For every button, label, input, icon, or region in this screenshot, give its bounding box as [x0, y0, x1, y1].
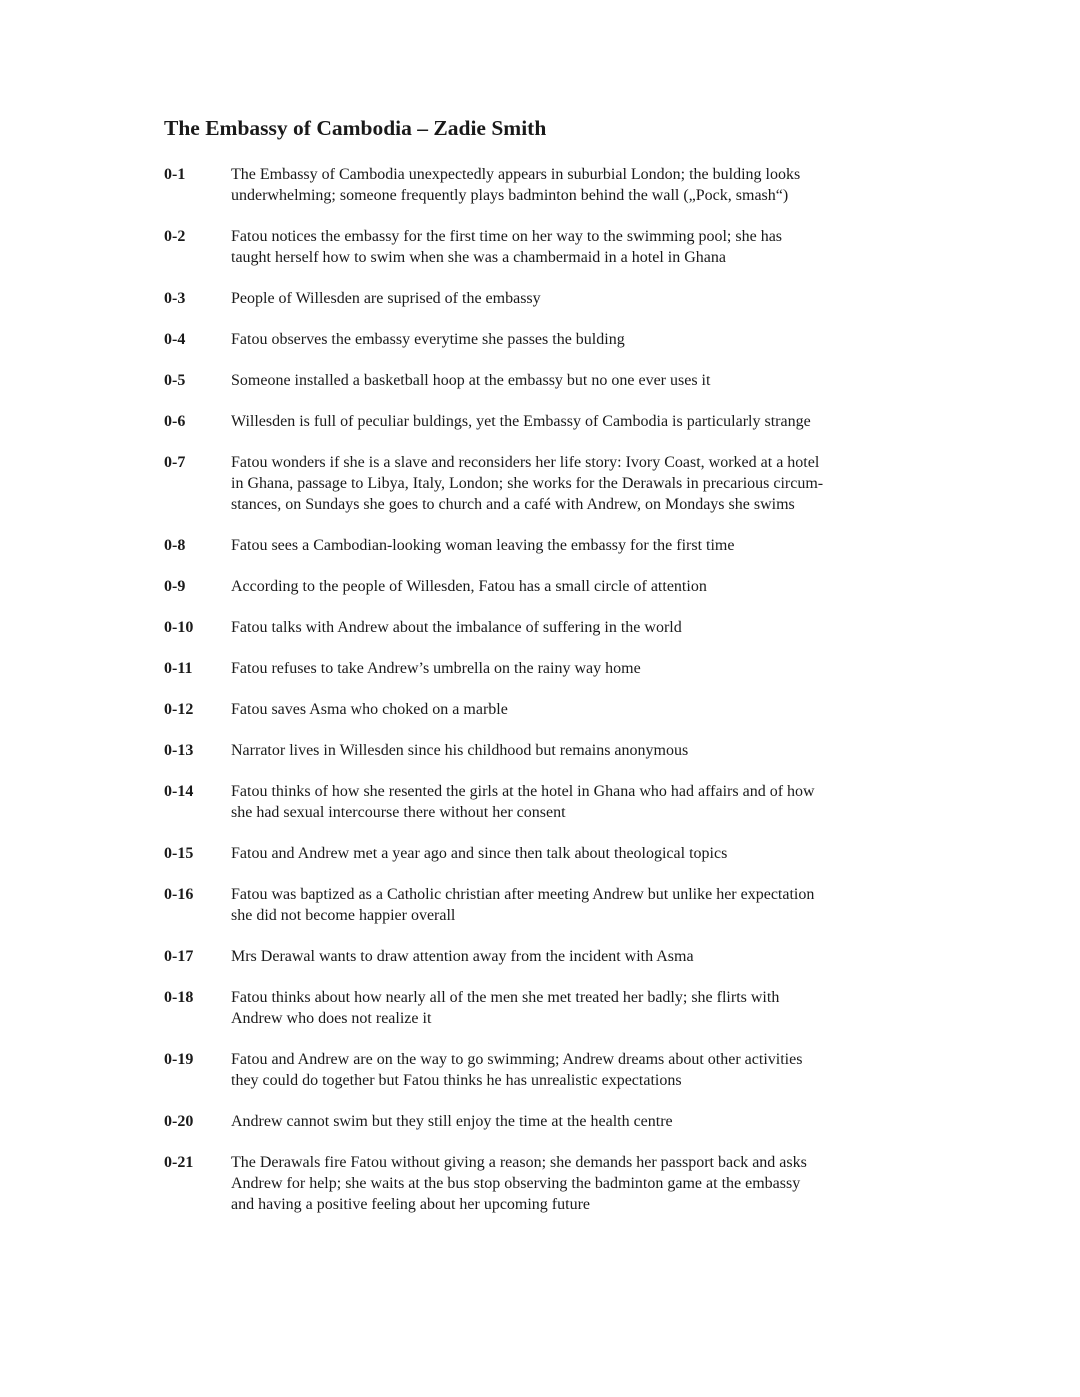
entry-text	[231, 370, 924, 391]
entry-text	[231, 946, 924, 967]
entry-text-line: Fatou was baptized as a Catholic christian after meeting Andrew but unlike her expectation	[231, 886, 815, 903]
summary-entry	[164, 411, 924, 432]
entry-text	[231, 452, 924, 515]
entry-number: 0-15	[164, 845, 194, 862]
entry-number: 0-11	[164, 660, 193, 677]
summary-entry	[164, 576, 924, 597]
summary-entry	[164, 329, 924, 350]
entry-number: 0-2	[164, 228, 186, 245]
entry-text-line: she had sexual intercourse there without her consent	[231, 804, 566, 821]
entry-text	[231, 164, 924, 206]
entry-number: 0-5	[164, 372, 186, 389]
entry-text-line: Someone installed a basketball hoop at the embassy but no one ever uses it	[231, 372, 711, 389]
entry-text-line: and having a positive feeling about her upcoming future	[231, 1196, 591, 1213]
entry-text	[231, 987, 924, 1029]
entry-text	[231, 535, 924, 556]
summary-entry	[164, 535, 924, 556]
summary-entry	[164, 946, 924, 967]
summary-entry	[164, 164, 924, 206]
entry-text	[231, 843, 924, 864]
summary-entry	[164, 699, 924, 720]
entry-text	[231, 1111, 924, 1132]
entry-text-line: Fatou refuses to take Andrew’s umbrella on the rainy way home	[231, 660, 641, 677]
entry-text-line: Andrew for help; she waits at the bus stop observing the badminton game at the embassy	[231, 1175, 801, 1192]
entry-number: 0-18	[164, 989, 194, 1006]
entry-text-line: they could do together but Fatou thinks he has unrealistic expectations	[231, 1072, 682, 1089]
entry-text-line: stances, on Sundays she goes to church and a café with Andrew, on Mondays she swims	[231, 496, 795, 513]
entry-number: 0-7	[164, 454, 186, 471]
summary-entry	[164, 658, 924, 679]
entry-number: 0-9	[164, 578, 186, 595]
entry-number: 0-17	[164, 948, 194, 965]
summary-entry	[164, 370, 924, 391]
entry-text	[231, 740, 924, 761]
entry-text-line: Fatou talks with Andrew about the imbalance of suffering in the world	[231, 619, 682, 636]
entry-number: 0-16	[164, 886, 194, 903]
entry-text-line: Willesden is full of peculiar buldings, yet the Embassy of Cambodia is particularly strange	[231, 413, 811, 430]
entry-text-line: Fatou observes the embassy everytime she passes the bulding	[231, 331, 625, 348]
entry-text-line: Narrator lives in Willesden since his childhood but remains anonymous	[231, 742, 689, 759]
entry-text	[231, 576, 924, 597]
entry-text	[231, 411, 924, 432]
entry-text-line: underwhelming; someone frequently plays badminton behind the wall („Pock, smash“)	[231, 187, 789, 204]
summary-entry	[164, 1111, 924, 1132]
summary-entry	[164, 843, 924, 864]
summary-entry	[164, 226, 924, 268]
entry-text	[231, 1049, 924, 1091]
summary-entry	[164, 452, 924, 515]
entry-text-line: taught herself how to swim when she was a chambermaid in a hotel in Ghana	[231, 249, 726, 266]
summary-entry	[164, 617, 924, 638]
entry-text-line: Andrew who does not realize it	[231, 1010, 432, 1027]
entry-number: 0-4	[164, 331, 186, 348]
entry-text	[231, 226, 924, 268]
entry-text-line: Andrew cannot swim but they still enjoy the time at the health centre	[231, 1113, 673, 1130]
entry-text-line: Fatou thinks of how she resented the girls at the hotel in Ghana who had affairs and of how	[231, 783, 815, 800]
entry-number: 0-13	[164, 742, 194, 759]
entry-number: 0-19	[164, 1051, 194, 1068]
document-title: The Embassy of Cambodia – Zadie Smith	[164, 116, 547, 140]
entry-number: 0-21	[164, 1154, 194, 1171]
summary-entry	[164, 987, 924, 1029]
entry-text-line: Fatou wonders if she is a slave and reconsiders her life story: Ivory Coast, worked at a hotel	[231, 454, 820, 471]
entry-text	[231, 699, 924, 720]
entry-text	[231, 329, 924, 350]
entry-text-line: Fatou notices the embassy for the first time on her way to the swimming pool; she has	[231, 228, 783, 245]
entry-number: 0-6	[164, 413, 186, 430]
entry-text	[231, 884, 924, 926]
entry-number: 0-3	[164, 290, 186, 307]
summary-entry	[164, 1049, 924, 1091]
entry-text-line: Fatou and Andrew are on the way to go swimming; Andrew dreams about other activities	[231, 1051, 803, 1068]
entry-text-line: Fatou thinks about how nearly all of the men she met treated her badly; she flirts with	[231, 989, 780, 1006]
entry-text-line: Fatou saves Asma who choked on a marble	[231, 701, 508, 718]
entry-text-line: Fatou sees a Cambodian-looking woman leaving the embassy for the first time	[231, 537, 735, 554]
entry-number: 0-14	[164, 783, 194, 800]
summary-entry	[164, 1152, 924, 1215]
entry-text	[231, 781, 924, 823]
entry-text-line: she did not become happier overall	[231, 907, 456, 924]
entry-text	[231, 1152, 924, 1215]
summary-entry	[164, 288, 924, 309]
entry-text-line: Mrs Derawal wants to draw attention away from the incident with Asma	[231, 948, 694, 965]
entry-text-line: According to the people of Willesden, Fatou has a small circle of attention	[231, 578, 707, 595]
summary-entry	[164, 740, 924, 761]
entry-number: 0-10	[164, 619, 194, 636]
entry-number: 0-12	[164, 701, 194, 718]
entry-number: 0-1	[164, 166, 186, 183]
entry-text-line: Fatou and Andrew met a year ago and since then talk about theological topics	[231, 845, 728, 862]
entry-number: 0-20	[164, 1113, 194, 1130]
chapter-summary-list	[164, 164, 924, 1215]
entry-text	[231, 288, 924, 309]
entry-text-line: People of Willesden are suprised of the embassy	[231, 290, 541, 307]
entry-text-line: The Derawals fire Fatou without giving a reason; she demands her passport back and asks	[231, 1154, 807, 1171]
entry-text	[231, 658, 924, 679]
entry-number: 0-8	[164, 537, 186, 554]
entry-text-line: The Embassy of Cambodia unexpectedly appears in suburbial London; the bulding looks	[231, 166, 801, 183]
summary-entry	[164, 781, 924, 823]
summary-entry	[164, 884, 924, 926]
entry-text	[231, 617, 924, 638]
entry-text-line: in Ghana, passage to Libya, Italy, London; she works for the Derawals in precarious circum-	[231, 475, 824, 492]
